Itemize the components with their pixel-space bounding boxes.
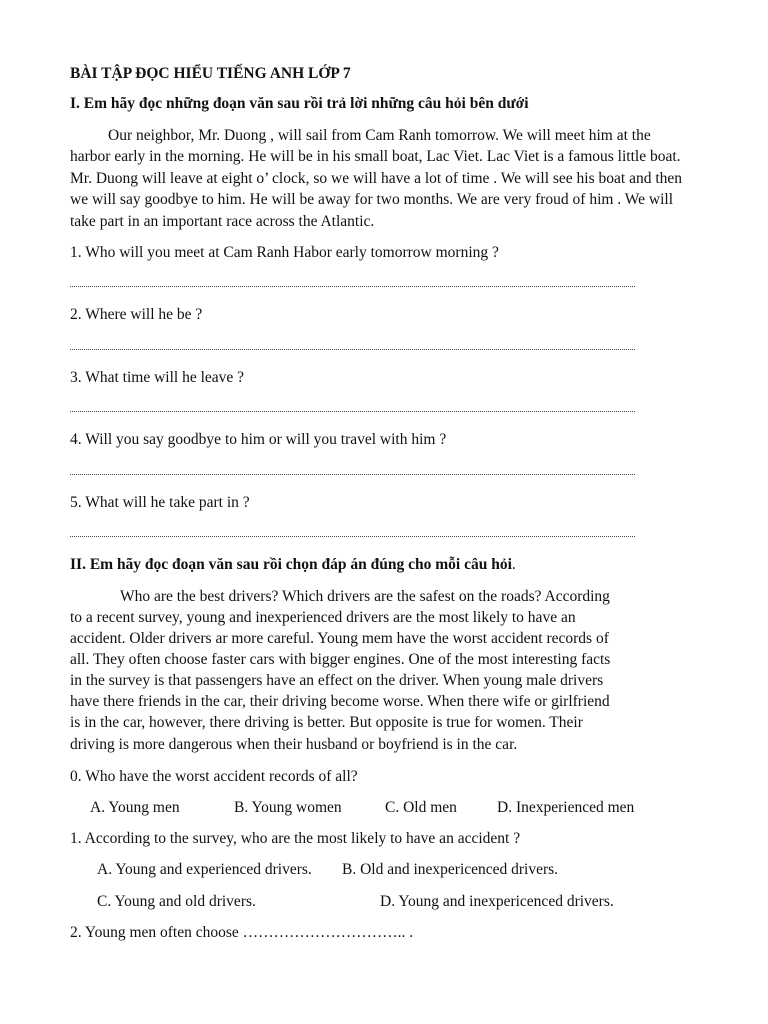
mcq-1-option-c[interactable]: C. Young and old drivers. xyxy=(97,893,256,910)
question-3: 3. What time will he leave ? xyxy=(70,369,245,386)
section-1-heading: I. Em hãy đọc những đoạn văn sau rồi trả lời những câu hỏi bên dưới xyxy=(70,95,529,112)
passage-2-line: all. They often choose faster cars with bigger engines. One of the most interesting facts xyxy=(70,651,611,668)
question-1: 1. Who will you meet at Cam Ranh Habor early tomorrow morning ? xyxy=(70,244,499,261)
question-2: 2. Where will he be ? xyxy=(70,306,203,323)
section-2-heading-period: . xyxy=(511,556,516,573)
option-label: A. Young men xyxy=(90,799,180,816)
mcq-0-option-a[interactable] xyxy=(90,798,180,818)
answer-line[interactable] xyxy=(70,411,635,412)
passage-2-line: in the survey is that passengers have an effect on the driver. When young male drivers xyxy=(70,672,604,689)
passage-2-line: have there friends in the car, their driving become worse. When there wife or girlfriend xyxy=(70,693,610,710)
passage-1-line: harbor early in the morning. He will be in his small boat, Lac Viet. Lac Viet is a famous little boat. xyxy=(70,148,681,165)
passage-2-line: accident. Older drivers ar more careful. Young mem have the worst accident records of xyxy=(70,630,609,647)
mcq-1-option-d[interactable]: D. Young and inexpericenced drivers. xyxy=(380,893,614,910)
passage-2-line: Who are the best drivers? Which drivers are the safest on the roads? According xyxy=(120,588,610,605)
passage-1-line: we will say goodbye to him. He will be away for two months. We are very froud of him . We will xyxy=(70,191,674,208)
answer-line[interactable] xyxy=(70,474,635,475)
passage-1-line: Our neighbor, Mr. Duong , will sail from Cam Ranh tomorrow. We will meet him at the xyxy=(108,127,651,144)
answer-line[interactable] xyxy=(70,536,635,537)
mcq-1-option-b[interactable]: B. Old and inexpericenced drivers. xyxy=(342,861,559,878)
mcq-question-1: 1. According to the survey, who are the most likely to have an accident ? xyxy=(70,830,521,847)
mcq-0-option-c[interactable]: C. Old men xyxy=(385,799,457,816)
mcq-0-option-b[interactable]: B. Young women xyxy=(234,799,342,816)
mcq-1-option-a[interactable]: A. Young and experienced drivers. xyxy=(97,861,312,878)
section-2-heading-text: II. Em hãy đọc đoạn văn sau rồi chọn đáp án đúng cho mỗi câu hỏi xyxy=(70,556,512,573)
answer-line[interactable] xyxy=(70,286,635,287)
question-4: 4. Will you say goodbye to him or will you travel with him ? xyxy=(70,431,447,448)
section-2-heading xyxy=(70,555,516,575)
mcq-0-option-d[interactable]: D. Inexperienced men xyxy=(497,799,635,816)
answer-line[interactable] xyxy=(70,349,635,350)
passage-2-line: to a recent survey, young and inexperienced drivers are the most likely to have an xyxy=(70,609,576,626)
passage-2-line: driving is more dangerous when their husband or boyfriend is in the car. xyxy=(70,736,518,753)
mcq-question-0: 0. Who have the worst accident records of all? xyxy=(70,768,358,785)
question-5: 5. What will he take part in ? xyxy=(70,494,250,511)
passage-2-line: is in the car, however, there driving is better. But opposite is true for women. Their xyxy=(70,714,583,731)
passage-1-line: Mr. Duong will leave at eight o’ clock, so we will have a lot of time . We will see his boat and then xyxy=(70,170,683,187)
mcq-question-2: 2. Young men often choose ………………………….. . xyxy=(70,924,414,941)
passage-1-line: take part in an important race across the Atlantic. xyxy=(70,213,375,230)
page-title: BÀI TẬP ĐỌC HIỂU TIẾNG ANH LỚP 7 xyxy=(70,65,351,82)
